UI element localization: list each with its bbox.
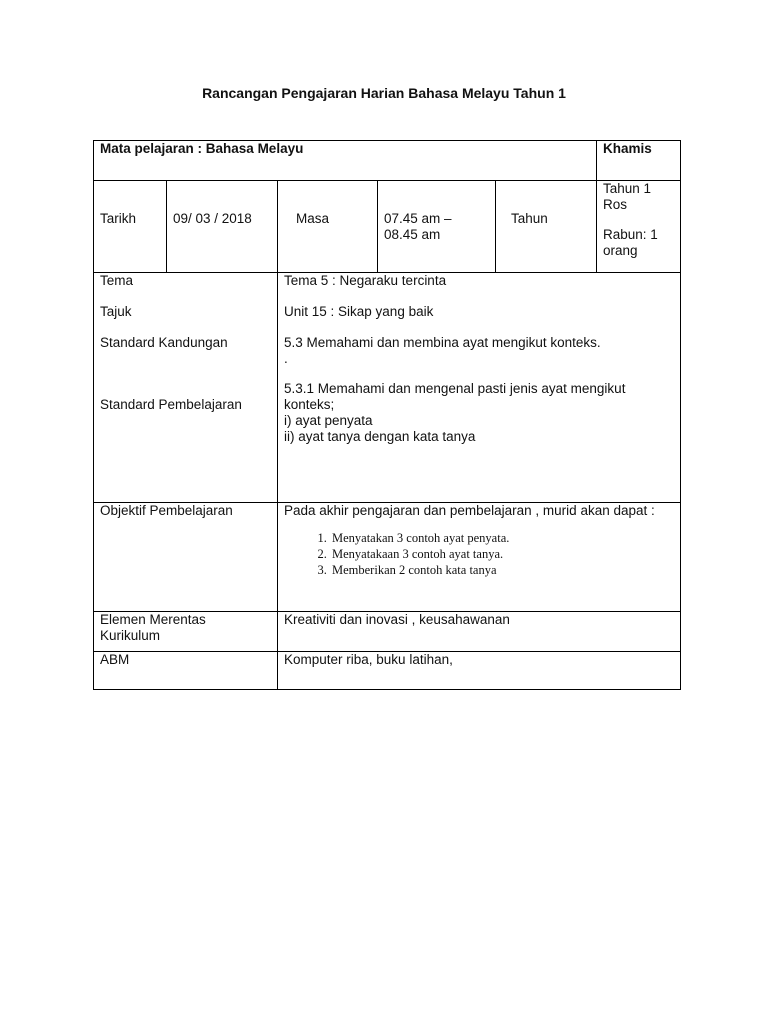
objektif-item: 1. Menyatakan 3 contoh ayat penyata. (330, 530, 674, 546)
content-row (94, 273, 681, 503)
tarikh-value: 09/ 03 / 2018 (173, 211, 252, 226)
objektif-label-cell (94, 503, 278, 612)
tahun-value-cell (597, 181, 681, 273)
objektif-item: 2. Menyatakaan 3 contoh ayat tanya. (330, 546, 674, 562)
standard-pembelajaran-line2: konteks; (284, 397, 335, 412)
standard-kandungan-dot: . (284, 351, 288, 366)
abm-value-cell (278, 652, 681, 690)
masa-label: Masa (296, 211, 330, 226)
elemen-label-line2: Kurikulum (100, 628, 161, 643)
tahun-value-line2: Ros (603, 197, 628, 212)
content-labels-cell (94, 273, 278, 503)
standard-pembelajaran-line3: i) ayat penyata (284, 413, 373, 428)
tarikh-label-cell (94, 181, 167, 273)
elemen-label-line1: Elemen Merentas (100, 612, 206, 627)
masa-value-line2: 08.45 am (384, 227, 441, 242)
document-title: Rancangan Pengajaran Harian Bahasa Melayu Tahun 1 (202, 85, 566, 101)
tajuk-label: Tajuk (100, 304, 132, 319)
masa-value-line1: 07.45 am – (384, 211, 452, 226)
objektif-list (284, 530, 674, 578)
standard-kandungan-value: 5.3 Memahami dan membina ayat mengikut konteks. (284, 335, 601, 350)
tarikh-value-cell (167, 181, 278, 273)
objektif-intro: Pada akhir pengajaran dan pembelajaran , murid akan dapat : (284, 503, 655, 518)
elemen-row (94, 612, 681, 652)
tajuk-value: Unit 15 : Sikap yang baik (284, 304, 434, 319)
objektif-row (94, 503, 681, 612)
abm-label-cell (94, 652, 278, 690)
abm-label: ABM (100, 652, 130, 667)
lesson-plan-table (93, 140, 681, 690)
elemen-value-cell (278, 612, 681, 652)
abm-value: Komputer riba, buku latihan, (284, 652, 453, 667)
standard-pembelajaran-line1: 5.3.1 Memahami dan mengenal pasti jenis ayat mengikut (284, 381, 626, 396)
standard-pembelajaran-line4: ii) ayat tanya dengan kata tanya (284, 429, 476, 444)
subject-row (94, 141, 681, 181)
tahun-label: Tahun (511, 211, 548, 226)
tarikh-label: Tarikh (100, 211, 137, 226)
masa-value-cell (378, 181, 496, 273)
tahun-value-line1: Tahun 1 (603, 181, 652, 196)
rabun-line1: Rabun: 1 (603, 227, 658, 242)
tema-value: Tema 5 : Negaraku tercinta (284, 273, 447, 288)
tahun-label-cell (496, 181, 597, 273)
info-row (94, 181, 681, 273)
subject-cell: Mata pelajaran : Bahasa Melayu (94, 141, 597, 181)
standard-pembelajaran-label: Standard Pembelajaran (100, 397, 242, 412)
masa-value (384, 181, 489, 243)
content-values-cell (278, 273, 681, 503)
rabun-line2: orang (603, 243, 638, 258)
standard-kandungan-label: Standard Kandungan (100, 335, 228, 350)
day-cell: Khamis (597, 141, 681, 181)
masa-label-cell (278, 181, 378, 273)
objektif-label: Objektif Pembelajaran (100, 503, 233, 518)
elemen-value: Kreativiti dan inovasi , keusahawanan (284, 612, 510, 627)
elemen-label-cell (94, 612, 278, 652)
objektif-item: 3. Memberikan 2 contoh kata tanya (330, 562, 674, 578)
abm-row (94, 652, 681, 690)
tema-label: Tema (100, 273, 134, 288)
objektif-value-cell (278, 503, 681, 612)
